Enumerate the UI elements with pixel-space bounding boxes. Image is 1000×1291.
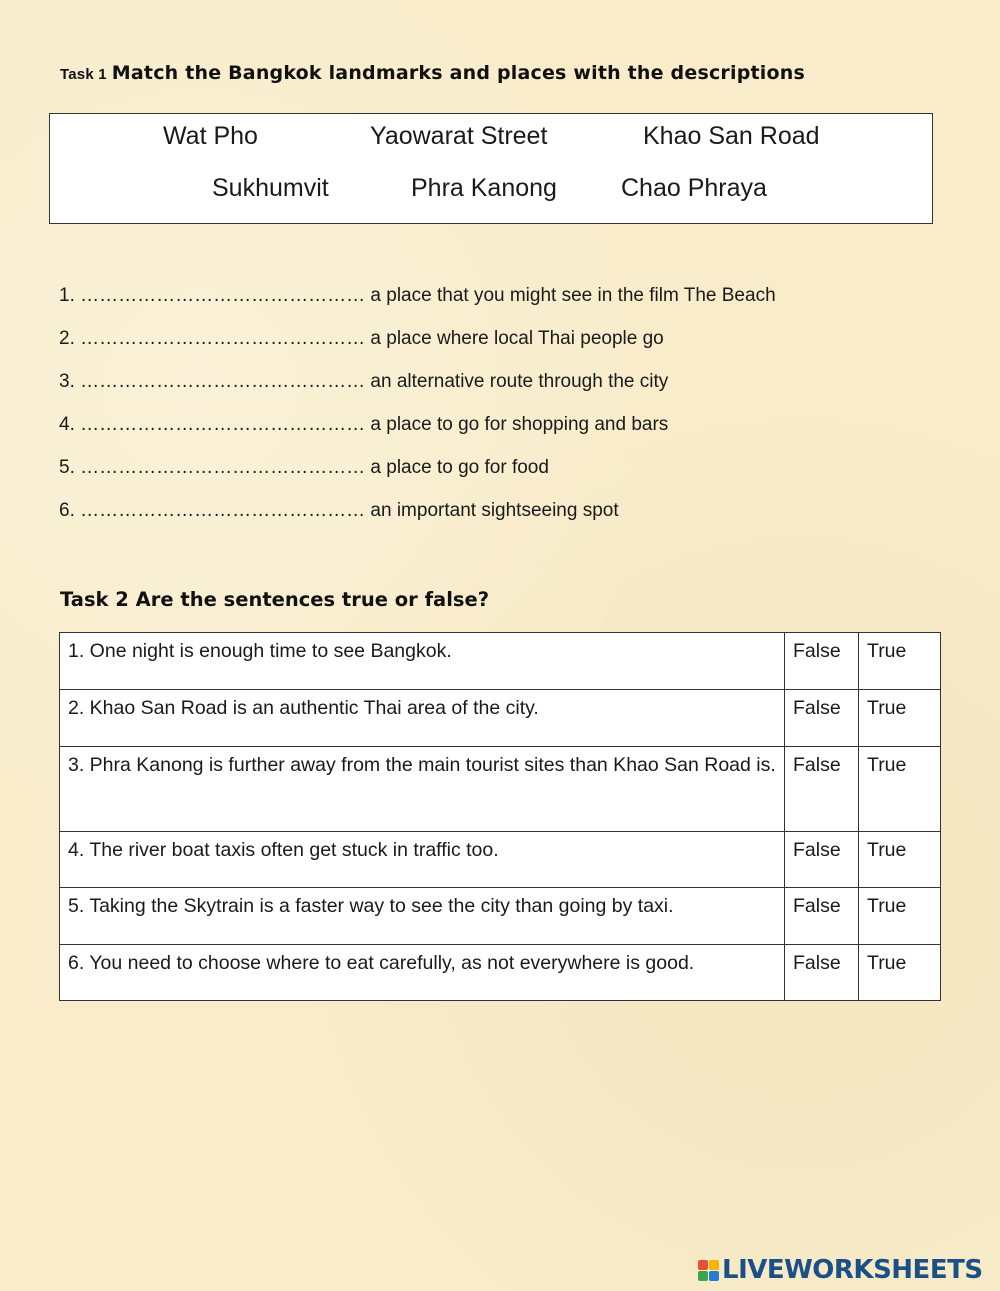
- item-number: 2.: [59, 328, 75, 349]
- answer-blank[interactable]: ………………………………………: [80, 500, 366, 521]
- logo-text: LIVEWORKSHEETS: [722, 1255, 983, 1285]
- table-row: [60, 747, 941, 832]
- match-item: [59, 500, 619, 522]
- answer-blank[interactable]: ………………………………………: [80, 457, 366, 478]
- false-option[interactable]: False: [785, 945, 859, 1001]
- item-number: 6.: [59, 500, 75, 521]
- statement: 6. You need to choose where to eat carefully, as not everywhere is good.: [60, 945, 785, 1001]
- liveworksheets-logo: [698, 1253, 983, 1287]
- table-row: [60, 633, 941, 690]
- match-item: [59, 328, 664, 350]
- table-row: [60, 945, 941, 1001]
- false-option[interactable]: False: [785, 888, 859, 945]
- table-row: [60, 690, 941, 747]
- item-number: 5.: [59, 457, 75, 478]
- answer-blank[interactable]: ………………………………………: [80, 414, 366, 435]
- task1-prefix: Task 1: [60, 66, 107, 83]
- word-khao-san-road: Khao San Road: [643, 122, 820, 150]
- answer-blank[interactable]: ………………………………………: [80, 328, 366, 349]
- word-phra-kanong: Phra Kanong: [411, 174, 557, 202]
- statement: 2. Khao San Road is an authentic Thai area of the city.: [60, 690, 785, 747]
- match-item: [59, 457, 549, 479]
- logo-square: [709, 1260, 719, 1270]
- false-option[interactable]: False: [785, 747, 859, 832]
- word-yaowarat-street: Yaowarat Street: [370, 122, 548, 150]
- true-false-table: [59, 632, 941, 1001]
- logo-square: [698, 1260, 708, 1270]
- match-item: [59, 371, 668, 393]
- word-wat-pho: Wat Pho: [163, 122, 258, 150]
- item-description: a place that you might see in the film The Beach: [370, 285, 776, 306]
- false-option[interactable]: False: [785, 633, 859, 690]
- logo-mark-icon: [698, 1260, 719, 1281]
- item-number: 3.: [59, 371, 75, 392]
- false-option[interactable]: False: [785, 832, 859, 888]
- true-option[interactable]: True: [859, 945, 941, 1001]
- word-bank: [49, 113, 933, 224]
- true-option[interactable]: True: [859, 747, 941, 832]
- item-description: a place to go for shopping and bars: [370, 414, 669, 435]
- statement: 4. The river boat taxis often get stuck in traffic too.: [60, 832, 785, 888]
- true-option[interactable]: True: [859, 888, 941, 945]
- item-description: a place where local Thai people go: [370, 328, 664, 349]
- match-item: [59, 414, 668, 436]
- answer-blank[interactable]: ………………………………………: [80, 371, 366, 392]
- table-row: [60, 888, 941, 945]
- table-row: [60, 832, 941, 888]
- true-option[interactable]: True: [859, 832, 941, 888]
- item-description: an alternative route through the city: [370, 371, 669, 392]
- item-description: a place to go for food: [370, 457, 549, 478]
- task1-title: Match the Bangkok landmarks and places with the descriptions: [111, 62, 805, 84]
- item-number: 4.: [59, 414, 75, 435]
- task1-heading: [60, 62, 805, 84]
- statement: 5. Taking the Skytrain is a faster way to see the city than going by taxi.: [60, 888, 785, 945]
- logo-square: [698, 1271, 708, 1281]
- answer-blank[interactable]: ………………………………………: [80, 285, 366, 306]
- word-sukhumvit: Sukhumvit: [212, 174, 329, 202]
- word-chao-phraya: Chao Phraya: [621, 174, 767, 202]
- statement: 1. One night is enough time to see Bangkok.: [60, 633, 785, 690]
- true-option[interactable]: True: [859, 633, 941, 690]
- logo-square: [709, 1271, 719, 1281]
- item-description: an important sightseeing spot: [370, 500, 619, 521]
- statement: 3. Phra Kanong is further away from the main tourist sites than Khao San Road is.: [60, 747, 785, 832]
- task2-title: Task 2 Are the sentences true or false?: [60, 588, 490, 611]
- true-option[interactable]: True: [859, 690, 941, 747]
- false-option[interactable]: False: [785, 690, 859, 747]
- match-item: [59, 285, 776, 307]
- item-number: 1.: [59, 285, 75, 306]
